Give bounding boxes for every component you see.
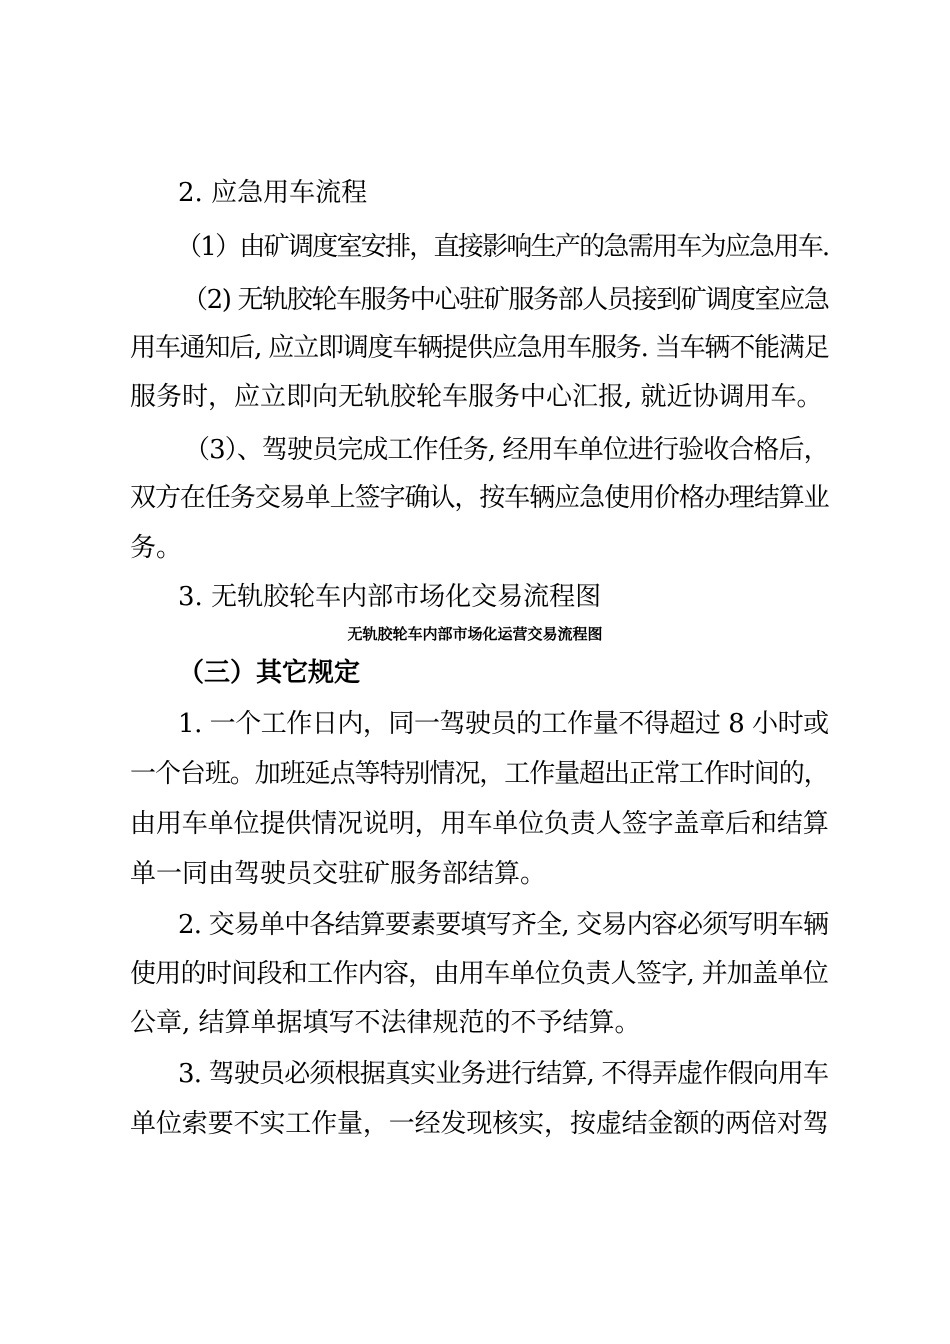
section-heading-other-rules: （三）其它规定 [178, 658, 361, 688]
paragraph-line: （2) 无轨胶轮车服务中心驻矿服务部人员接到矿调度室应急 [182, 285, 829, 315]
paragraph-line: 1. 一个工作日内，同一驾驶员的工作量不得超过 8 小时或 [178, 709, 829, 739]
paragraph-line: （1）由矿调度室安排，直接影响生产的急需用车为应急用车. [176, 232, 829, 262]
paragraph-line: 双方在任务交易单上签字确认，按车辆应急使用价格办理结算业 [130, 483, 829, 513]
paragraph-line: 3. 驾驶员必须根据真实业务进行结算, 不得弄虚作假向用车 [178, 1059, 829, 1089]
paragraph-line: 单位索要不实工作量，一经发现核实，按虚结金额的两倍对驾 [130, 1109, 829, 1139]
section-title-flowchart: 3. 无轨胶轮车内部市场化交易流程图 [178, 582, 602, 612]
paragraph-line: 服务时，应立即向无轨胶轮车服务中心汇报, 就近协调用车。 [130, 382, 823, 412]
paragraph-line: 单一同由驾驶员交驻矿服务部结算。 [130, 859, 547, 889]
paragraph-line: 用车通知后, 应立即调度车辆提供应急用车服务. 当车辆不能满足 [130, 333, 829, 363]
figure-caption: 无轨胶轮车内部市场化运营交易流程图 [347, 625, 603, 643]
section-title-emergency-flow: 2. 应急用车流程 [178, 178, 368, 208]
paragraph-line: 公章, 结算单据填写不法律规范的不予结算。 [130, 1008, 641, 1038]
paragraph-line: 务。 [130, 533, 183, 563]
paragraph-line: （3）、驾驶员完成工作任务, 经用车单位进行验收合格后， [184, 435, 829, 465]
paragraph-line: 2. 交易单中各结算要素要填写齐全, 交易内容必须写明车辆 [178, 910, 829, 940]
paragraph-line: 一个台班。加班延点等特别情况，工作量超出正常工作时间的， [130, 759, 829, 789]
paragraph-line: 使用的时间段和工作内容，由用车单位负责人签字, 并加盖单位 [130, 959, 829, 989]
paragraph-line: 由用车单位提供情况说明，用车单位负责人签字盖章后和结算 [130, 809, 829, 839]
